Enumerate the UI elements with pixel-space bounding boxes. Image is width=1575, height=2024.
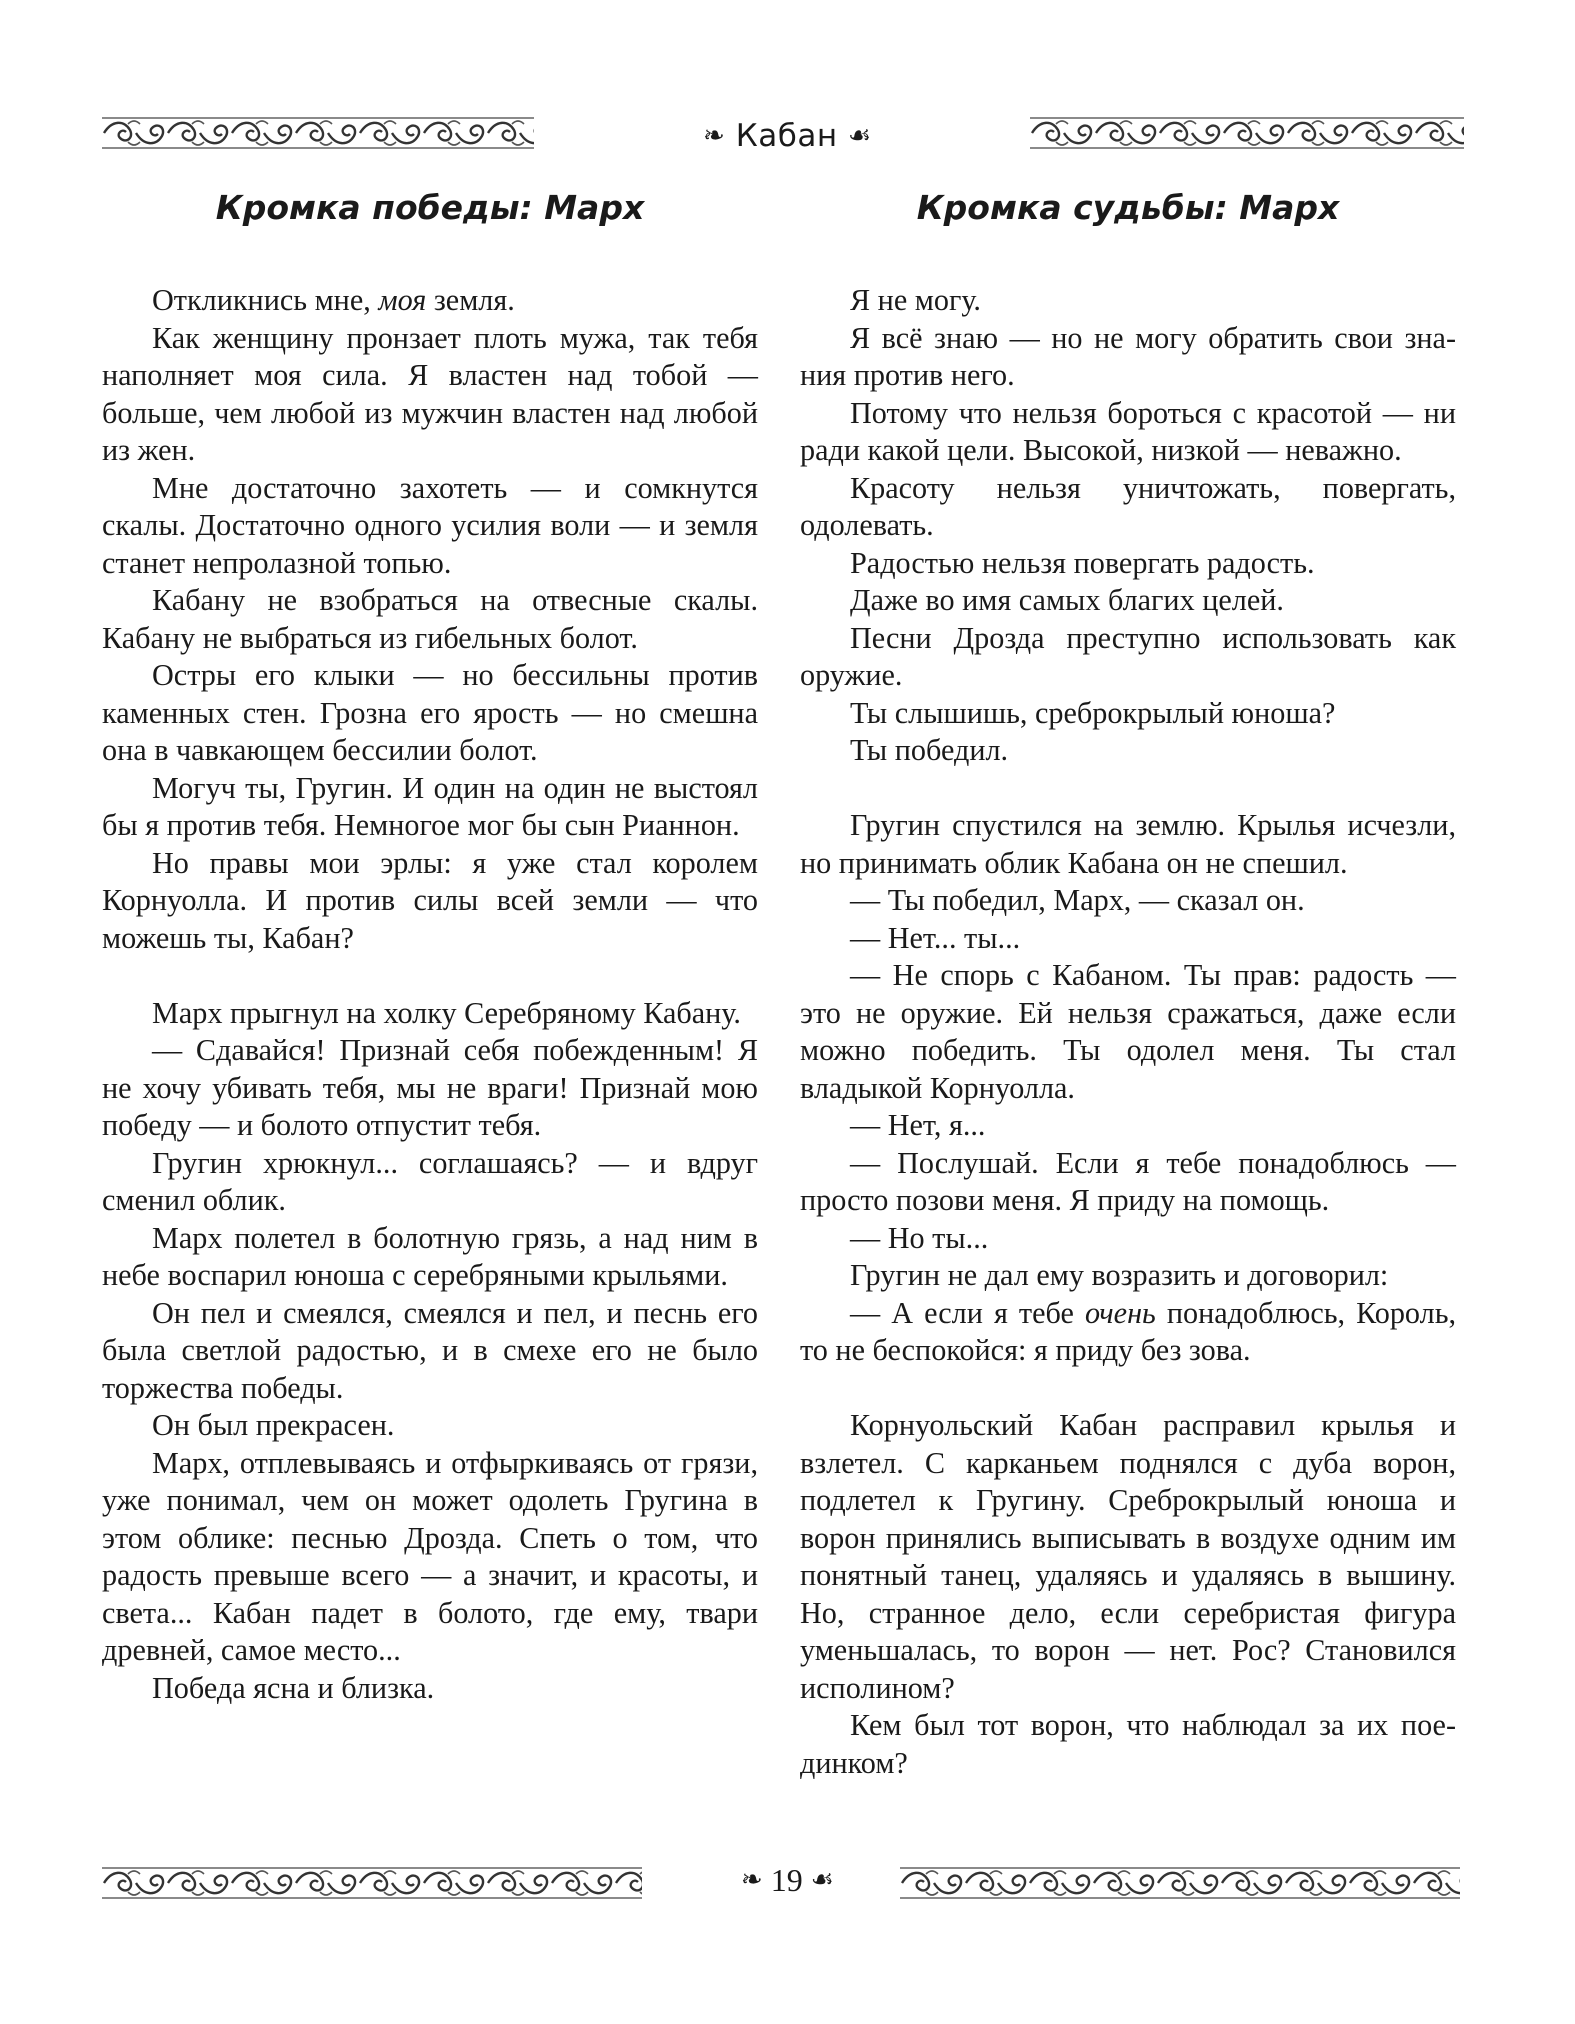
paragraph: Красоту нельзя уничтожать, повергать, одолевать. [800,470,1456,542]
paragraph: Но правы мои эрлы: я уже стал королем Корнуолла. И против силы всей земли — что можешь ты, Кабан? [102,845,758,955]
page-number: 19 [770,1862,803,1898]
right-column [800,186,1456,1782]
paragraph: — Не спорь с Кабаном. Ты прав: радость — это не оружие. Ей нельзя сражаться, даже если можно победить. Ты одолел меня. Ты стал владыкой Корнуолла. [800,958,1456,1105]
flourish-right-icon: ☙ [848,121,872,151]
right-column-text [800,282,1456,1782]
paragraph: Кабану не взобраться на отвесные скалы. Кабану не выбраться из гибельных болот. [102,583,758,655]
paragraph: Песни Дрозда преступно использовать как оружие. [800,620,1456,692]
paragraph: — Послушай. Если я тебе понадоблюсь — просто позови меня. Я приду на помощь. [800,1145,1456,1217]
paragraph: Победа ясна и близка. [152,1670,435,1705]
paragraph: Он пел и смеялся, смеялся и пел, и песнь его была светлой радостью, и в смехе его не было торжества победы. [102,1295,758,1405]
footer-flourish-right-icon: ☙ [810,1865,835,1895]
paragraph: Гругин хрюкнул... соглашаясь? — и вдруг сменил облик. [102,1145,758,1217]
paragraph: Как женщину пронзает плоть мужа, так тебя наполняет моя сила. Я властен над тобой — больше, чем любой из мужчин властен над любой из жен. [102,320,758,467]
paragraph: — А если я тебе очень понадоблюсь, Король, то не беспокойся: я приду без зова. [800,1295,1457,1367]
left-column [102,186,758,1707]
paragraph: Откликнись мне, моя земля. [152,283,515,317]
paragraph: Потому что нельзя бороться с красотой — ни ради какой цели. Высокой, низкой — неважно. [800,395,1456,467]
paragraph: Гругин спустился на землю. Крылья исчезли, но принимать облик Кабана он не спешил. [800,808,1456,880]
paragraph: Марх прыгнул на холку Серебряному Кабану. [152,995,741,1030]
paragraph: — Но ты... [850,1220,989,1255]
running-title: Кабан [735,118,838,154]
paragraph: Могуч ты, Гругин. И один на один не выстоял бы я против тебя. Немногое мог бы сын Рианнон. [102,770,758,842]
paragraph: — Ты победил, Марх, — сказал он. [850,883,1305,917]
footer-flourish-left-icon: ❧ [740,1865,763,1895]
paragraph: Корнуольский Кабан расправил крылья и взлетел. С карканьем поднялся с дуба ворон, подлетел к Гругину. Среброкрылый юноша и ворон принялись выписывать в воздухе одним им понятный танец, удаляясь и удаляясь в вышину. Но, странное дело, если серебристая фигура уменьшалась, то ворон — нет. Рос? Становился исполином? [800,1408,1456,1705]
left-column-title: Кромка победы: Марх [215,188,645,227]
paragraph: — Нет... ты... [850,920,1021,955]
running-head [0,118,1575,154]
flourish-left-icon: ❧ [703,121,726,151]
emphasis: очень [1084,1295,1156,1330]
paragraph: Он был прекрасен. [152,1408,395,1442]
page-footer [0,1862,1575,1899]
paragraph: Я не могу. [850,283,981,317]
paragraph: Марх полетел в болотную грязь, а над ним в небе воспарил юноша с серебряными крыльями. [102,1220,758,1292]
left-column-text [102,282,758,1707]
paragraph: Я всё знаю — но не могу обратить свои знания против него. [800,320,1456,392]
paragraph: — Нет, я... [850,1108,986,1142]
paragraph: Радостью нельзя повергать радость. [850,545,1315,580]
paragraph: Мне достаточно захотеть — и сомкнутся скалы. Достаточно одного усилия воли — и земля станет непролазной топью. [102,470,758,580]
emphasis: моя [378,283,427,317]
paragraph: Ты слышишь, среброкрылый юноша? [850,695,1336,730]
paragraph: Ты победил. [850,733,1009,767]
paragraph: Даже во имя самых благих целей. [850,583,1284,617]
paragraph: Остры его клыки — но бессильны против каменных стен. Грозна его ярость — но смешна она в чавкающем бессилии болот. [102,658,758,767]
paragraph: Кем был тот ворон, что наблюдал за их поединком? [800,1708,1456,1780]
paragraph: — Сдавайся! Признай себя побежденным! Я не хочу убивать тебя, мы не враги! Признай мою победу — и болото отпустит тебя. [102,1033,758,1142]
paragraph: Марх, отплевываясь и отфыркиваясь от грязи, уже понимал, чем он может одолеть Гругина в этом облике: песнью Дрозда. Спеть о том, что радость превыше всего — а значит, и красоты, и света... Кабан падет в болото, где ему, твари древней, самое место... [102,1445,758,1667]
paragraph: Гругин не дал ему возразить и договорил: [850,1258,1389,1292]
right-column-title: Кромка судьбы: Марх [916,188,1340,227]
